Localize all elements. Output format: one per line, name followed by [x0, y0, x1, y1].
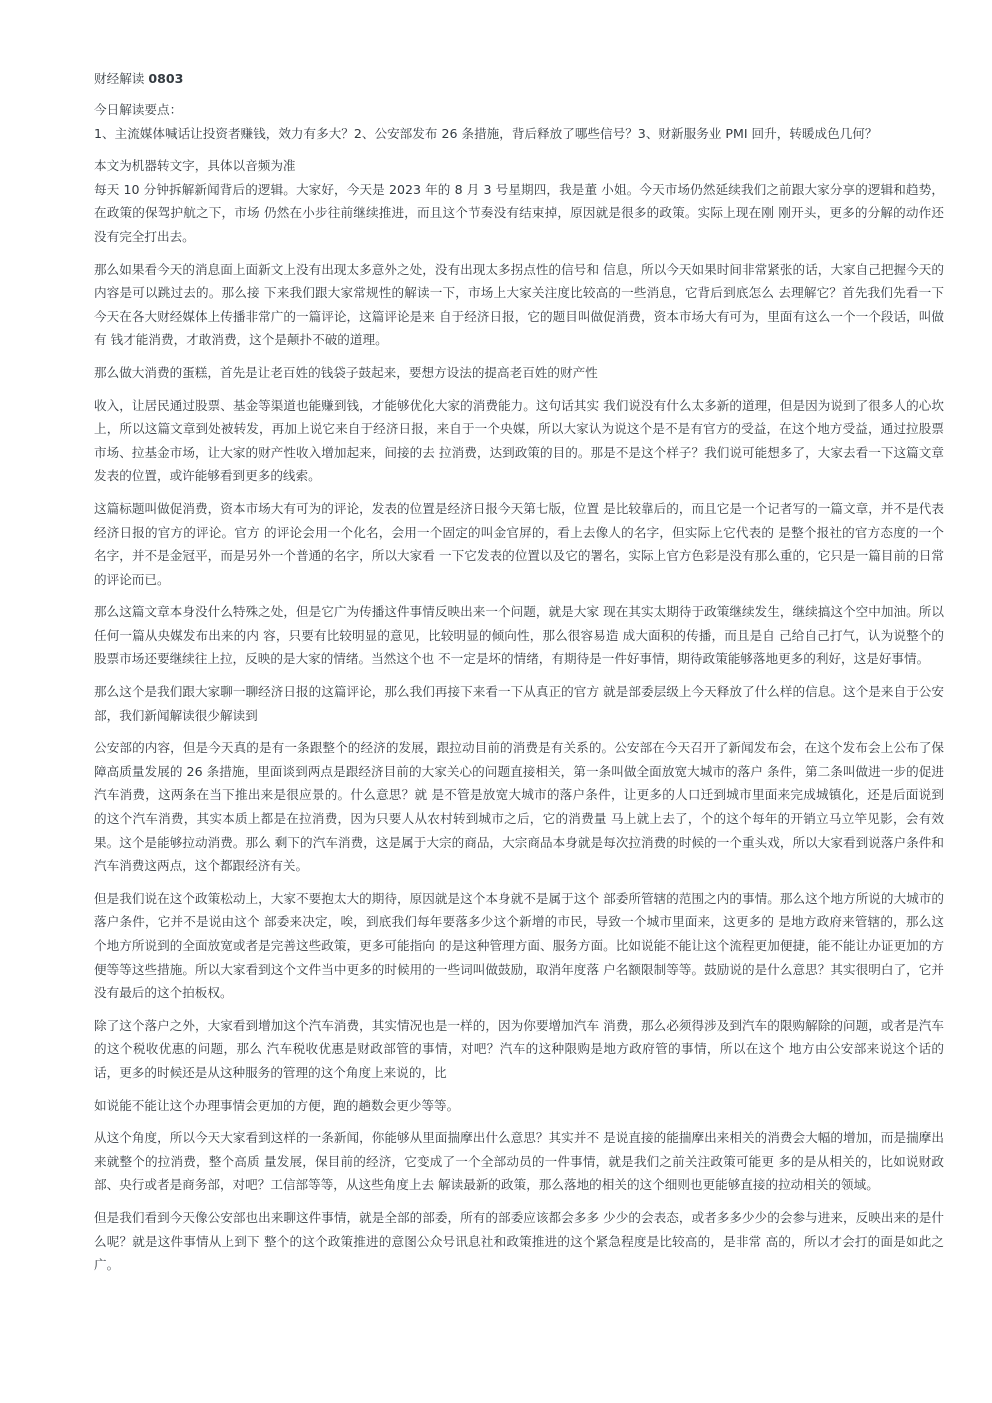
paragraph: 除了这个落户之外，大家看到增加这个汽车消费，其实情况也是一样的，因为你要增加汽车 消费，那么必须得涉及到汽车的限购解除的问题，或者是汽车的这个税收优惠的问题，那么 汽车税收优惠是财政部管的事情，对吧？汽车的这种限购是地方政府管的事情，所以在这个 地方由公安部来说这个话的话，更多的时候还是从这种服务的管理的这个角度上来说的，比: [94, 1017, 944, 1080]
document-page: [94, 68, 944, 1286]
paragraph: 但是我们看到今天像公安部也出来聊这件事情，就是全部的部委，所有的部委应该都会多多 少少的会表态，或者多多少少的会参与进来，反映出来的是什么呢？就是这件事情从上到下 整个的这个政策推进的意图公众号讯息社和政策推进的这个紧急程度是比较高的，是非常 高的，所以才会打的面是如此之广。: [94, 1209, 944, 1273]
summary-points: 1、主流媒体喊话让投资者赚钱，效力有多大？2、公安部发布 26 条措施，背后释放了哪些信号？3、财新服务业 PMI 回升，转暖成色几何？: [94, 125, 878, 141]
paragraph: 但是我们说在这个政策松动上，大家不要抱太大的期待，原因就是这个本身就不是属于这个 部委所管辖的范围之内的事情。那么这个地方所说的大城市的落户条件，它并不是说由这个 部委来决定，唉，到底我们每年要落多少这个新增的市民，导致一个城市里面来，这更多的 是地方政府来管辖的，那么这个地方所说到的全面放宽或者是完善这些政策，更多可能指向 的是这种管理方面、服务方面。比如说能不能让这个流程更加便捷，能不能让办证更加的方 便等等这些措施。所以大家看到这个文件当中更多的时候用的一些词叫做鼓励，取消年度落 户名额限制等等。鼓励说的是什么意思？其实很明白了，它并没有最后的这个拍板权。: [94, 890, 944, 1001]
title-number: 0803: [148, 71, 184, 86]
paragraph: 那么这个是我们跟大家聊一聊经济日报的这篇评论，那么我们再接下来看一下从真正的官方 就是部委层级上今天释放了什么样的信息。这个是来自于公安部，我们新闻解读很少解读到: [94, 684, 944, 723]
machine-transcript-notice: 本文为机器转文字，具体以音频为准: [94, 158, 296, 174]
document-title: [94, 68, 944, 90]
paragraph: 收入，让居民通过股票、基金等渠道也能赚到钱，才能够优化大家的消费能力。这句话其实 我们说没有什么太多新的道理，但是因为说到了很多人的心坎上，所以这篇文章到处被转发，再加上说它来自于经济日报，来自于一个央媒，所以大家认为说这个是不是有官方的受益，在这个地方受益，通过拉股票市场、拉基金市场，让大家的财产性收入增加起来，间接的去 拉消费，达到政策的目的。那是不是这个样子？我们说可能想多了，大家去看一下这篇文章 发表的位置，或许能够看到更多的线索。: [94, 397, 944, 484]
paragraph: 从这个角度，所以今天大家看到这样的一条新闻，你能够从里面揣摩出什么意思？其实并不 是说直接的能揣摩出来相关的消费会大幅的增加，而是揣摩出来就整个的拉消费，整个高质 量发展，保目前的经济，它变成了一个全部动员的一件事情，就是我们之前关注政策可能更 多的是从相关的，比如说财政部、央行或者是商务部，对吧？工信部等等，从这些角度上去 解读最新的政策，那么落地的相关的这个细则也更能够直接的拉动相关的领域。: [94, 1130, 944, 1193]
paragraph: 那么如果看今天的消息面上面新文上没有出现太多意外之处，没有出现太多拐点性的信号和 信息，所以今天如果时间非常紧张的话，大家自己把握今天的内容是可以跳过去的。那么接 下来我们跟大家常规性的解读一下，市场上大家关注度比较高的一些消息，它背后到底怎么 去理解它？首先我们先看一下今天在各大财经媒体上传播非常广的一篇评论，这篇评论是来 自于经济日报，它的题目叫做促消费，资本市场大有可为，里面有这么一个一个段话，叫做有 钱才能消费，才敢消费，这个是颠扑不破的道理。: [94, 261, 944, 348]
paragraph: 那么这篇文章本身没什么特殊之处，但是它广为传播这件事情反映出来一个问题，就是大家 现在其实太期待于政策继续发生，继续搞这个空中加油。所以任何一篇从央媒发布出来的内 容，只要有比较明显的意见，比较明显的倾向性，那么很容易造 成大面积的传播，而且是自 己给自己打气，认为说整个的股票市场还要继续往上拉，反映的是大家的情绪。当然这个也 不一定是坏的情绪，有期待是一件好事情，期待政策能够落地更多的利好，这是好事情。: [94, 604, 944, 667]
paragraph: 每天 10 分钟拆解新闻背后的逻辑。大家好，今天是 2023 年的 8 月 3 号星期四，我是董 小姐。今天市场仍然延续我们之前跟大家分享的逻辑和趋势，在政策的保驾护航之下，市场 仍然在小步往前继续推进，而且这个节奏没有结束掉，原因就是很多的政策。实际上现在刚 刚开头，更多的分解的动作还没有完全打出去。: [94, 181, 944, 244]
paragraph: 这篇标题叫做促消费，资本市场大有可为的评论，发表的位置是经济日报今天第七版，位置 是比较靠后的，而且它是一个记者写的一篇文章，并不是代表经济日报的官方的评论。官方 的评论会用一个化名，会用一个固定的叫金官屏的，看上去像人的名字，但实际上它代表的 是整个报社的官方态度的一个名字，并不是金冠平，而是另外一个普通的名字，所以大家看 一下它发表的位置以及它的署名，实际上官方色彩是没有那么重的，它只是一篇目前的日常 的评论而已。: [94, 500, 944, 587]
paragraph: 那么做大消费的蛋糕，首先是让老百姓的钱袋子鼓起来，要想方设法的提高老百姓的财产性: [94, 364, 598, 380]
title-prefix: 财经解读: [94, 71, 149, 86]
summary-block: [94, 98, 944, 145]
summary-heading: 今日解读要点：: [94, 102, 183, 117]
paragraph: 公安部的内容，但是今天真的是有一条跟整个的经济的发展，跟拉动目前的消费是有关系的。公安部在今天召开了新闻发布会，在这个发布会上公布了保障高质量发展的 26 条措施，里面谈到两点是跟经济目前的大家关心的问题直接相关，第一条叫做全面放宽大城市的落户 条件，第二条叫做进一步的促进汽车消费，这两条在当下推出来是很应景的。什么意思？就 是不管是放宽大城市的落户条件，让更多的人口迁到城市里面来完成城镇化，还是后面说到 的这个汽车消费，其实本质上都是在拉消费，因为只要人从农村转到城市之后，它的消费量 马上就上去了，个的这个每年的开销立马立竿见影，会有效果。这个是能够拉动消费。那么 剩下的汽车消费，这是属于大宗的商品，大宗商品本身就是每次拉消费的时候的一个重头戏，所以大家看到说落户条件和汽车消费这两点，这个都跟经济有关。: [94, 740, 944, 874]
paragraph: 如说能不能让这个办理事情会更加的方便，跑的趟数会更少等等。: [94, 1097, 460, 1113]
